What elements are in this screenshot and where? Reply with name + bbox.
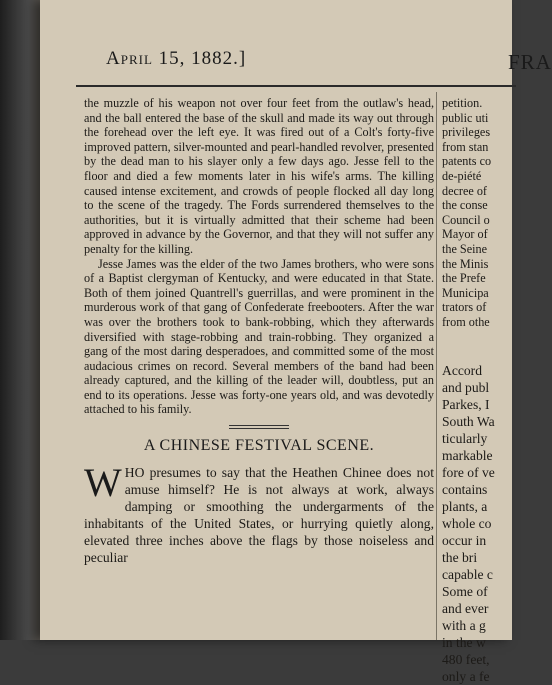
column-fragment-line: only a fe — [442, 668, 490, 684]
column-fragment-line: 480 feet, — [442, 651, 490, 667]
feature-text — [84, 459, 434, 566]
column-fragment-line: and ever — [442, 600, 489, 616]
column-fragment-line: from stan — [442, 139, 489, 154]
newspaper-page — [40, 0, 552, 684]
column-fragment-line: occur in — [442, 532, 487, 548]
column-fragment-line: the Seine — [442, 241, 488, 256]
header-rule — [76, 85, 516, 87]
column-fragment-line: from othe — [442, 314, 490, 329]
column-fragment-line: fore of ve — [442, 464, 495, 480]
feature-body: HO presumes to say that the Heathen Chinee does not amuse himself? He is not always at work, always damping or smoothing the undergarments of the inhabitants of the United States, or hurrying quietly along, elevated three inches above the flags by those noiseless and peculiar — [84, 464, 434, 565]
column-fragment-line: the Prefe — [442, 271, 486, 286]
column-fragment-line: in the w — [442, 634, 486, 650]
feature-headline: A CHINESE FESTIVAL SCENE. — [143, 437, 375, 455]
right-column — [442, 96, 522, 685]
column-fragment-line: markable — [442, 447, 493, 463]
column-fragment-line: Parkes, I — [442, 396, 490, 412]
binding-shadow — [0, 0, 40, 640]
column-fragment-line: Municipa — [442, 285, 489, 300]
column-fragment-line: patents co — [442, 154, 492, 169]
column-fragment-line: Council o — [442, 212, 490, 227]
column-fragment-line: decree of — [442, 183, 487, 198]
article-paragraph: the muzzle of his weapon not over four feet from the outlaw's head, and the ball entered the base of the skull and made its way out through the forehead over the left eye. It was fired out of a Colt's forty-five improved pattern, silver-mounted and pearl-handled revolver, presented by the dead man to his slayer only a few days ago. Jesse fell to the floor and died a few moments later in his wife's arms. The killing caused intense excitement, and crowds of people flocked all day long to the scene of the tragedy. The Fords surrendered themselves to the authorities, but it is virtually admitted that their scheme had been approved in advance by the Governor, and that they will not suffer any penalty for the killing. — [84, 96, 434, 256]
page-date: April 15, 1882.] — [106, 48, 247, 69]
column-fragment-line: the Minis — [442, 256, 489, 271]
column-fragment-line: public uti — [442, 110, 489, 125]
column-fragment-line: the conse — [442, 198, 488, 213]
column-fragment-line: contains — [442, 481, 488, 497]
section-divider — [229, 428, 289, 429]
column-fragment-line: de-piété — [442, 168, 482, 183]
column-fragment-line: petition. — [442, 96, 483, 110]
drop-cap: W — [84, 459, 122, 505]
column-fragment-line: the bri — [442, 549, 478, 565]
column-fragment-line: Some of — [442, 583, 488, 599]
column-rule — [436, 92, 437, 640]
column-fragment-line: trators of — [442, 300, 487, 315]
column-fragment-line: with a g — [442, 617, 486, 633]
right-column-bottom — [442, 362, 522, 685]
article-paragraph: Jesse James was the elder of the two James brothers, who were sons of a Baptist clergyman of Kentucky, and were educated in that State. Both of them joined Quantrell's guerrillas, and were prominent in the murderous work of that gang of Confederate freebooters. After the war was over the brothers took to bank-robbing, which they afterwards diversified with stage-robbing and train-robbing. They organized a gang of the most daring desperadoes, and committed some of the most audacious crimes on record. Several members of the band had been already captured, and the killing of the leader will, doubtless, put an end to its operations. Jesse was forty-one years old, and was devotedly attached to his family. — [84, 256, 434, 417]
column-fragment-line: Mayor of — [442, 227, 488, 242]
column-fragment-line: and publ — [442, 379, 490, 395]
section-divider — [229, 425, 289, 426]
masthead-fragment: FRA — [508, 50, 552, 74]
column-fragment-line: plants, a — [442, 498, 488, 514]
column-fragment-line: whole co — [442, 515, 492, 531]
column-fragment-line: ticularly — [442, 430, 488, 446]
column-fragment-line: capable c — [442, 566, 493, 582]
right-column-top — [442, 96, 522, 330]
main-column — [84, 96, 434, 566]
column-fragment-line: South Wa — [442, 413, 495, 429]
column-fragment-line: Accord — [442, 362, 483, 378]
column-fragment-line: privileges — [442, 125, 491, 140]
